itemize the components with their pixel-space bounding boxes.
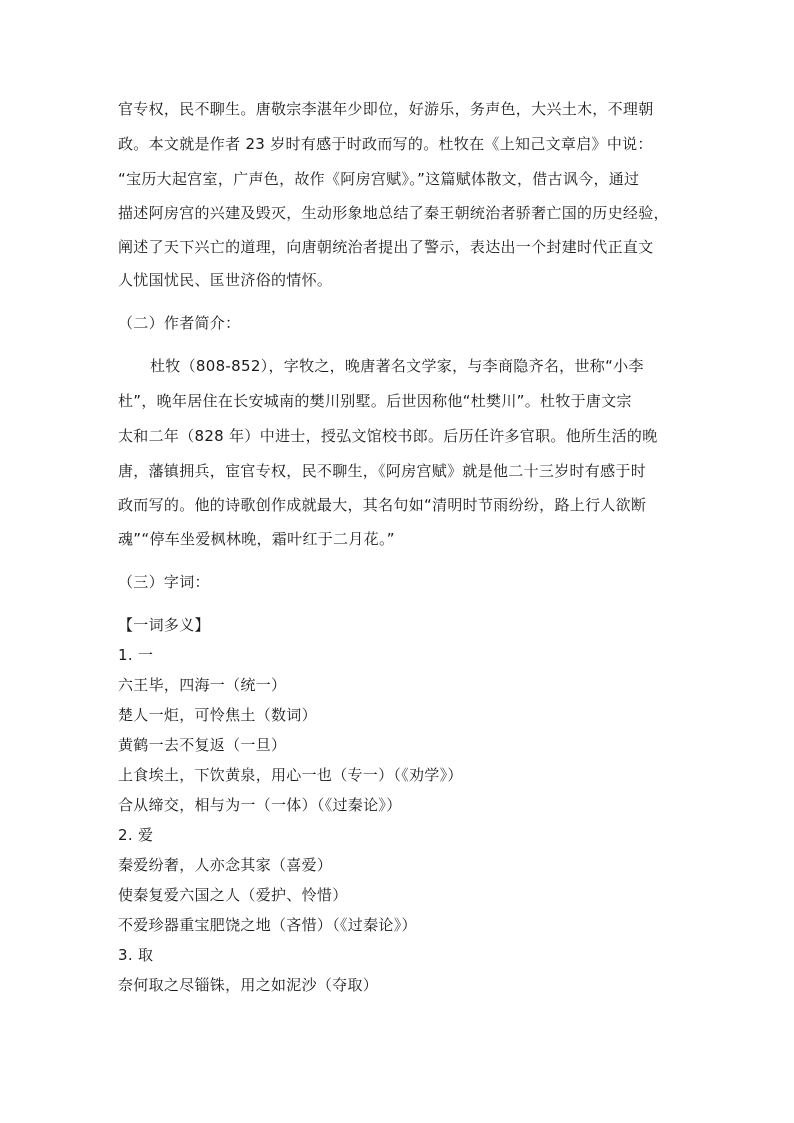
section-heading-vocab: （三）字词： [118,573,210,591]
example-line: 合从缔交，相与为一（一体）（《过秦论》） [118,796,402,814]
intro-line-4: 描述阿房宫的兴建及毁灭，生动形象地总结了秦王朝统治者骄奢亡国的历史经验， [118,204,669,222]
author-line-6: 魂”“停车坐爱枫林晚，霜叶红于二月花。” [118,530,395,548]
example-line: 六王毕，四海一（统一） [118,676,287,694]
example-line: 秦爱纷奢，人亦念其家（喜爱） [118,856,333,874]
author-line-4: 唐，藩镇拥兵，宦官专权，民不聊生，《阿房宫赋》就是他二十三岁时有感于时 [118,462,647,480]
author-line-2: 杜”，晚年居住在长安城南的樊川别墅。后世因称他“杜樊川”。杜牧于唐文宗 [118,392,632,410]
intro-line-5: 阐述了天下兴亡的道理，向唐朝统治者提出了警示，表达出一个封建时代正直文 [118,238,654,256]
author-line-1: 杜牧（808-852），字牧之，晚唐著名文学家，与李商隐齐名，世称“小李 [150,357,644,375]
intro-line-6: 人忧国忧民、匡世济俗的情怀。 [118,271,333,289]
polysemy-heading: 【一词多义】 [118,616,210,634]
example-line: 黄鹤一去不复返（一旦） [118,736,287,754]
intro-line-1: 官专权，民不聊生。唐敬宗李湛年少即位，好游乐，务声色，大兴土木，不理朝 [118,100,654,118]
intro-line-3: “宝历大起宫室，广声色，故作《阿房宫赋》。”这篇赋体散文，借古讽今，通过 [118,170,640,188]
intro-line-2: 政。本文就是作者 23 岁时有感于时政而写的。杜牧在《上知己文章启》中说： [118,135,653,153]
example-line: 上食埃土，下饮黄泉，用心一也（专一）（《劝学》） [118,766,463,784]
example-line: 楚人一炬，可怜焦土（数词） [118,706,317,724]
example-line: 不爱珍器重宝肥饶之地（吝惜）（《过秦论》） [118,916,417,934]
entry-number-1: 1. 一 [118,646,154,664]
author-line-5: 政而写的。他的诗歌创作成就最大，其名句如“清明时节雨纷纷，路上行人欲断 [118,496,647,514]
example-line: 奈何取之尽锱铢，用之如泥沙（夺取） [118,976,379,994]
author-line-3: 太和二年（828 年）中进士，授弘文馆校书郎。后历任许多官职。他所生活的晚 [118,427,658,445]
section-heading-author: （二）作者简介： [118,314,241,332]
example-line: 使秦复爱六国之人（爱护、怜惜） [118,886,348,904]
entry-number-2: 2. 爱 [118,826,154,844]
entry-number-3: 3. 取 [118,946,154,964]
